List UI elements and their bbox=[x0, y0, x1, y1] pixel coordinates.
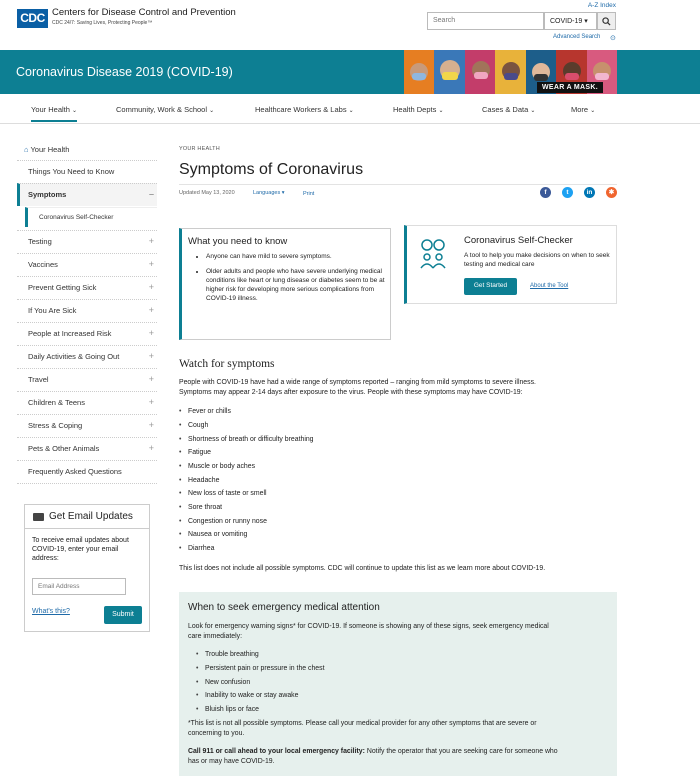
emergency-box bbox=[179, 592, 617, 776]
watch-intro-line: Symptoms may appear 2-14 days after exposure to the virus. People with these symptoms may have COVID-19: bbox=[179, 389, 523, 396]
sidebar-item-label: Prevent Getting Sick bbox=[28, 283, 97, 292]
sidebar-item-label: Pets & Other Animals bbox=[28, 444, 100, 453]
list-item: • Anyone can have mild to severe symptoms. bbox=[206, 252, 390, 261]
symptom-item: • Headache bbox=[188, 477, 219, 484]
plus-icon: + bbox=[148, 374, 154, 384]
sidebar-item-children[interactable] bbox=[17, 391, 157, 414]
search-scope-select[interactable]: COVID-19 ▾ bbox=[544, 12, 597, 30]
symptom-item: • New loss of taste or smell bbox=[188, 490, 267, 497]
sidebar-item-label: Frequently Asked Questions bbox=[28, 467, 122, 476]
symptom-item: • Nausea or vomiting bbox=[188, 531, 247, 538]
sidebar-item-label: Symptoms bbox=[28, 190, 67, 199]
sidebar-item-label: If You Are Sick bbox=[28, 306, 77, 315]
sidebar-home-label: Your Health bbox=[30, 145, 70, 154]
facebook-icon[interactable]: f bbox=[540, 187, 551, 198]
sidebar-item-label: People at Increased Risk bbox=[28, 329, 112, 338]
advanced-search-link[interactable]: Advanced Search bbox=[553, 34, 601, 40]
watch-symptoms-heading: Watch for symptoms bbox=[179, 358, 275, 370]
email-updates-title: Get Email Updates bbox=[25, 505, 149, 529]
sidebar-item-daily-activities[interactable] bbox=[17, 345, 157, 368]
self-checker-description: A tool to help you make decisions on when to seek testing and medical care bbox=[464, 252, 610, 268]
az-index-link[interactable]: A-Z Index bbox=[587, 2, 616, 9]
emergency-call-text: Notify the operator that you are seeking care for someone who bbox=[364, 748, 558, 755]
updated-date: Updated May 13, 2020 bbox=[179, 190, 235, 196]
sidebar-item-label: Stress & Coping bbox=[28, 421, 83, 430]
submit-button[interactable]: Submit bbox=[104, 606, 142, 624]
nav-label: Cases & Data bbox=[482, 105, 529, 114]
sidebar-item-label: Things You Need to Know bbox=[28, 167, 115, 176]
main-nav bbox=[0, 94, 700, 124]
emergency-note-line: concerning to you. bbox=[188, 730, 245, 737]
cdc-logo-mark: CDC bbox=[17, 9, 48, 28]
whats-this-link[interactable]: What's this? bbox=[32, 608, 70, 615]
watch-intro-line: People with COVID-19 have had a wide range of symptoms reported – ranging from mild symptoms to severe illness. bbox=[179, 379, 536, 386]
plus-icon: + bbox=[148, 305, 154, 315]
sidebar-item-stress[interactable] bbox=[17, 414, 157, 437]
nav-community[interactable] bbox=[116, 105, 214, 114]
sidebar-item-things-to-know[interactable] bbox=[17, 160, 157, 183]
sidebar-item-label: Vaccines bbox=[28, 260, 58, 269]
sidebar-home-link[interactable] bbox=[24, 145, 69, 154]
chevron-down-icon: ⌄ bbox=[438, 108, 444, 114]
symptom-item: • Cough bbox=[188, 422, 208, 429]
sidebar-item-testing[interactable] bbox=[17, 230, 157, 253]
sidebar-item-symptoms[interactable] bbox=[17, 183, 157, 206]
symptom-item: • Muscle or body aches bbox=[188, 463, 255, 470]
nav-label: More bbox=[571, 105, 589, 114]
sidebar-item-label: Children & Teens bbox=[28, 398, 85, 407]
banner-title: Coronavirus Disease 2019 (COVID-19) bbox=[16, 65, 233, 79]
nav-label: Your Health bbox=[31, 105, 70, 114]
sidebar-item-prevent[interactable] bbox=[17, 276, 157, 299]
emergency-call-line: has or may have COVID-19. bbox=[188, 758, 275, 765]
plus-icon: + bbox=[148, 328, 154, 338]
languages-dropdown[interactable]: Languages ▾ bbox=[253, 190, 285, 196]
get-started-button[interactable]: Get Started bbox=[464, 278, 517, 295]
chevron-down-icon: ⌄ bbox=[530, 108, 536, 114]
need-to-know-box bbox=[179, 228, 391, 340]
nav-label: Community, Work & School bbox=[116, 105, 207, 114]
sidebar-item-if-sick[interactable] bbox=[17, 299, 157, 322]
envelope-icon bbox=[33, 513, 44, 521]
emergency-intro-line: care immediately: bbox=[188, 633, 242, 640]
sidebar-item-label: Daily Activities & Going Out bbox=[28, 352, 120, 361]
self-checker-title: Coronavirus Self-Checker bbox=[464, 235, 573, 246]
symptom-item: • Diarrhea bbox=[188, 545, 214, 552]
nav-your-health[interactable] bbox=[31, 105, 77, 122]
nav-label: Health Depts bbox=[393, 105, 437, 114]
emergency-sign-item: • Persistent pain or pressure in the chest bbox=[205, 665, 325, 672]
wear-mask-label: WEAR A MASK. bbox=[537, 82, 603, 93]
emergency-sign-item: • Inability to wake or stay awake bbox=[205, 692, 298, 699]
nav-cases-data[interactable] bbox=[482, 105, 535, 114]
sidebar-item-increased-risk[interactable] bbox=[17, 322, 157, 345]
search-button[interactable] bbox=[597, 12, 616, 30]
sidebar-item-label: Travel bbox=[28, 375, 49, 384]
sidebar-item-label: Testing bbox=[28, 237, 52, 246]
symptom-item: • Congestion or runny nose bbox=[188, 518, 267, 525]
nav-more[interactable] bbox=[571, 105, 595, 114]
org-tagline: CDC 24/7: Saving Lives, Protecting People™ bbox=[52, 20, 153, 26]
syndicate-icon[interactable]: ✱ bbox=[606, 187, 617, 198]
nav-healthcare[interactable] bbox=[255, 105, 354, 114]
symptom-item: • Fever or chills bbox=[188, 408, 231, 415]
emergency-call-bold: Call 911 or call ahead to your local emergency facility: bbox=[188, 748, 365, 755]
plus-icon: + bbox=[148, 282, 154, 292]
symptom-item: • Fatigue bbox=[188, 449, 211, 456]
people-chat-icon bbox=[417, 237, 449, 269]
plus-icon: + bbox=[148, 351, 154, 361]
plus-icon: + bbox=[148, 259, 154, 269]
plus-icon: + bbox=[148, 397, 154, 407]
emergency-sign-item: • New confusion bbox=[205, 679, 250, 686]
emergency-title: When to seek emergency medical attention bbox=[188, 602, 380, 613]
twitter-icon[interactable]: t bbox=[562, 187, 573, 198]
page-title: Symptoms of Coronavirus bbox=[179, 161, 364, 178]
chevron-down-icon: ⌄ bbox=[590, 108, 596, 114]
plus-icon: + bbox=[148, 443, 154, 453]
nav-health-depts[interactable] bbox=[393, 105, 443, 114]
self-checker-card bbox=[404, 225, 617, 304]
symptom-item: • Sore throat bbox=[188, 504, 222, 511]
email-updates-box bbox=[24, 504, 150, 632]
emergency-call-line bbox=[188, 747, 608, 757]
chevron-down-icon: ⌄ bbox=[348, 108, 354, 114]
plus-icon: + bbox=[148, 420, 154, 430]
print-link[interactable]: Print bbox=[303, 191, 315, 197]
list-item: • Older adults and people who have severe underlying medical conditions like heart or lung disease or diabetes seem to be at higher risk for developing more serious complications from COVID-19 illness. bbox=[206, 267, 390, 303]
breadcrumb[interactable]: YOUR HEALTH bbox=[179, 146, 220, 152]
need-to-know-title: What you need to know bbox=[188, 236, 288, 247]
sidebar-item-label: Coronavirus Self-Checker bbox=[39, 214, 114, 221]
minus-icon: – bbox=[148, 189, 154, 199]
divider bbox=[179, 184, 617, 185]
linkedin-icon[interactable]: in bbox=[584, 187, 595, 198]
emergency-sign-item: • Trouble breathing bbox=[205, 651, 259, 658]
nav-label: Healthcare Workers & Labs bbox=[255, 105, 347, 114]
chevron-down-icon: ⌄ bbox=[209, 108, 215, 114]
sidebar-item-faq[interactable] bbox=[17, 460, 157, 484]
sidebar-item-self-checker[interactable] bbox=[25, 207, 157, 227]
sidebar-item-travel[interactable] bbox=[17, 368, 157, 391]
site-header bbox=[0, 0, 700, 50]
about-tool-link[interactable]: About the Tool bbox=[530, 283, 569, 289]
org-name: Centers for Disease Control and Prevention bbox=[52, 7, 236, 18]
plus-icon: + bbox=[148, 236, 154, 246]
sidebar-item-vaccines[interactable] bbox=[17, 253, 157, 276]
emergency-intro-line: Look for emergency warning signs* for COVID-19. If someone is showing any of these signs, seek emergency medical bbox=[188, 623, 549, 630]
watch-note: This list does not include all possible symptoms. CDC will continue to update this list as we learn more about COVID-19. bbox=[179, 565, 546, 572]
email-updates-text: To receive email updates about COVID-19, enter your email address: bbox=[32, 537, 129, 562]
symptom-item: • Shortness of breath or difficulty breathing bbox=[188, 436, 314, 443]
help-icon[interactable]: ⊙ bbox=[610, 35, 616, 42]
emergency-note-line: *This list is not all possible symptoms. Please call your medical provider for any other symptoms that are severe or bbox=[188, 720, 537, 727]
search-input[interactable]: Search bbox=[427, 12, 544, 30]
chevron-down-icon: ⌄ bbox=[72, 108, 78, 114]
cdc-logo[interactable] bbox=[17, 8, 236, 28]
email-field[interactable]: Email Address bbox=[32, 578, 126, 595]
home-icon: ⌂ bbox=[24, 145, 29, 154]
search-icon bbox=[602, 17, 611, 26]
sidebar-item-pets[interactable] bbox=[17, 437, 157, 460]
emergency-sign-item: • Bluish lips or face bbox=[205, 706, 259, 713]
